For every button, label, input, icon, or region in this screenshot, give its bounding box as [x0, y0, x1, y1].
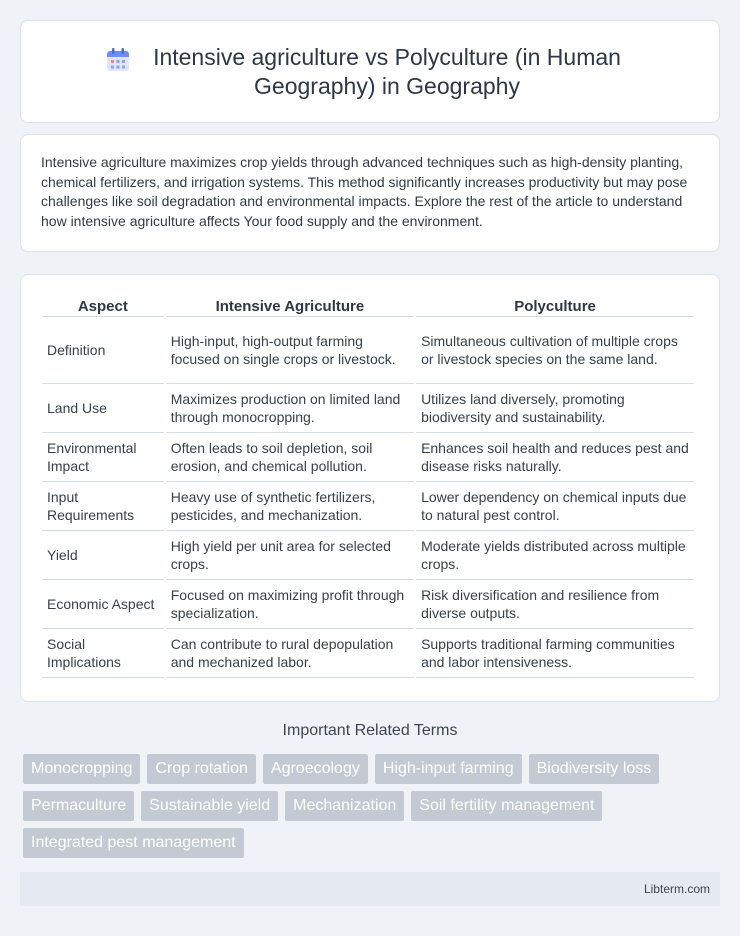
row-intensive: Often leads to soil depletion, soil erosion, and chemical pollution. [166, 433, 414, 482]
row-polyculture: Supports traditional farming communities and labor intensiveness. [416, 629, 694, 678]
intro-paragraph: Intensive agriculture maximizes crop yields through advanced techniques such as high-density planting, chemical fertilizers, and irrigation systems. This method significantly increases productivity but may pose challenges like soil degradation and environmental impacts. Explore the rest of the article to understand how intensive agriculture affects Your food supply and the environment. [41, 154, 688, 229]
row-aspect: Land Use [42, 384, 164, 433]
table-row [42, 629, 694, 678]
term-chip[interactable]: Agroecology [263, 754, 368, 784]
term-chip[interactable]: Mechanization [285, 791, 404, 821]
term-chip[interactable]: Biodiversity loss [529, 754, 660, 784]
header-polyculture: Polyculture [416, 295, 694, 317]
row-aspect: Input Requirements [42, 482, 164, 531]
intro-card [20, 134, 720, 252]
row-intensive: Maximizes production on limited land through monocropping. [166, 384, 414, 433]
page-title: Intensive agriculture vs Polyculture (in Human Geography) in Geography [153, 43, 621, 99]
row-polyculture: Lower dependency on chemical inputs due to natural pest control. [416, 482, 694, 531]
table-header-row [42, 295, 694, 317]
table-row [42, 580, 694, 629]
row-aspect: Yield [42, 531, 164, 580]
term-chip[interactable]: Integrated pest management [23, 828, 244, 858]
row-aspect: Social Implications [42, 629, 164, 678]
row-intensive: High yield per unit area for selected crops. [166, 531, 414, 580]
row-aspect: Definition [42, 317, 164, 384]
term-chip[interactable]: Crop rotation [147, 754, 256, 784]
table-row [42, 531, 694, 580]
row-intensive: Heavy use of synthetic fertilizers, pesticides, and mechanization. [166, 482, 414, 531]
row-aspect: Environmental Impact [42, 433, 164, 482]
row-polyculture: Moderate yields distributed across multiple crops. [416, 531, 694, 580]
comparison-card [20, 274, 720, 702]
row-polyculture: Risk diversification and resilience from diverse outputs. [416, 580, 694, 629]
header-aspect: Aspect [42, 295, 164, 317]
table-row [42, 433, 694, 482]
title-card [20, 20, 720, 123]
table-row [42, 384, 694, 433]
row-intensive: Focused on maximizing profit through specialization. [166, 580, 414, 629]
header-intensive-agriculture: Intensive Agriculture [166, 295, 414, 317]
term-chip[interactable]: Soil fertility management [411, 791, 602, 821]
term-chip[interactable]: High-input farming [375, 754, 522, 784]
row-intensive: Can contribute to rural depopulation and mechanized labor. [166, 629, 414, 678]
related-terms-list [23, 754, 703, 865]
term-chip[interactable]: Monocropping [23, 754, 140, 784]
footer [20, 872, 720, 906]
table-row [42, 482, 694, 531]
term-chip[interactable]: Sustainable yield [141, 791, 278, 821]
row-polyculture: Enhances soil health and reduces pest and disease risks naturally. [416, 433, 694, 482]
term-chip[interactable]: Permaculture [23, 791, 134, 821]
comparison-table [40, 295, 696, 678]
footer-brand-link[interactable]: Libterm.com [643, 882, 710, 896]
row-intensive: High-input, high-output farming focused on single crops or livestock. [166, 317, 414, 384]
row-polyculture: Utilizes land diversely, promoting biodiversity and sustainability. [416, 384, 694, 433]
row-aspect: Economic Aspect [42, 580, 164, 629]
table-row [42, 317, 694, 384]
row-polyculture: Simultaneous cultivation of multiple crops or livestock species on the same land. [416, 317, 694, 384]
related-terms-heading: Important Related Terms [282, 722, 458, 739]
